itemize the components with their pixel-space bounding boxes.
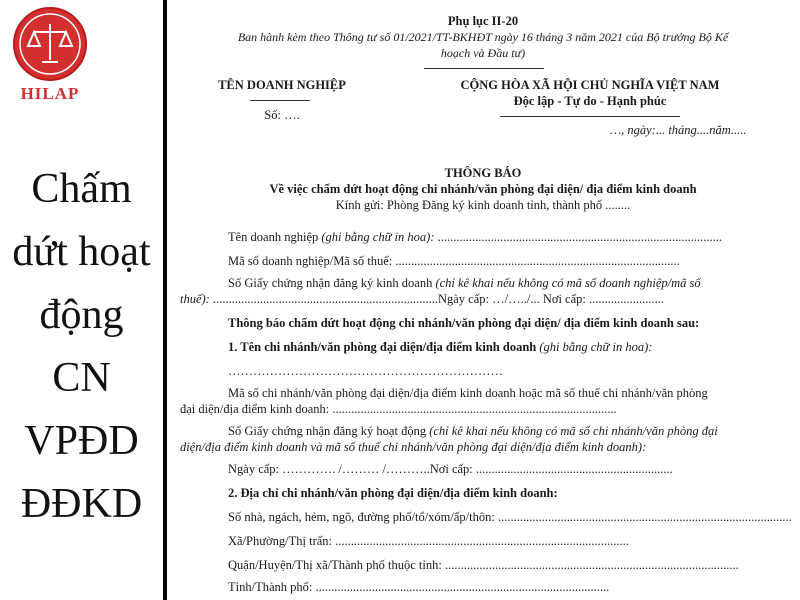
motto: Độc lập - Tự do - Hạnh phúc [513,94,667,108]
notice-subject: Về việc chấm dứt hoạt động chi nhánh/văn phòng đại diện/ địa điểm kinh doanh [269,182,697,196]
field-company-label: Tên doanh nghiệp [228,230,319,244]
issued-by-2: hoạch và Đầu tư) [440,46,526,60]
section-2-street-label: Số nhà, ngách, hẻm, ngõ, đường phố/tổ/xóm/ấp/thôn: [228,510,495,524]
section-1-tax-line2 [180,402,617,417]
section-2-title: 2. Địa chỉ chi nhánh/văn phòng đại diện/địa điểm kinh doanh: [228,486,558,500]
section-2-ward-label: Xã/Phường/Thị trấn: [228,534,332,548]
section-2-province-label: Tỉnh/Thành phố: [228,580,313,594]
sidebar [0,0,163,600]
field-tax-label: Mã số doanh nghiệp/Mã số thuế: [228,254,393,268]
field-cert [228,276,701,291]
section-2-ward-dots: .............................................................................................. [335,534,629,548]
issued-by: Ban hành kèm theo Thông tư số 01/2021/TT-BKHĐT ngày 16 tháng 3 năm 2021 của Bộ trưởng Bộ Kế [237,30,729,44]
section-1-cert-note2: diện/địa điểm kinh doanh và mã số thuế chi nhánh/văn phòng đại diện/địa điểm kinh doanh): [180,440,647,454]
side-title-line: ĐĐKD [20,481,143,527]
section-1-title-text: 1. Tên chi nhánh/văn phòng đại diện/địa điểm kinh doanh [228,340,537,354]
section-1-note: (ghi bằng chữ in hoa): [539,340,653,354]
section-intro: Thông báo chấm dứt hoạt động chi nhánh/văn phòng đại diện/ địa điểm kinh doanh sau: [228,316,700,330]
vertical-divider [163,0,167,600]
field-company-note: (ghi bằng chữ in hoa): [321,230,435,244]
section-2-ward [228,534,629,549]
document-number: Số: …. [264,108,300,122]
document [170,0,798,600]
notice-title: THÔNG BÁO [444,166,522,180]
republic-heading: CỘNG HÒA XÃ HỘI CHỦ NGHĨA VIỆT NAM [460,78,720,92]
section-1-tax: Mã số chi nhánh/văn phòng đại diện/địa điểm kinh doanh hoặc mã số thuế chi nhánh/văn phòng [228,386,708,400]
section-1-date: Ngày cấp: …………. /……… /………..Nơi cấp: ............................................................... [228,462,673,476]
side-title-line: Chấm [31,166,132,212]
section-1-tax-dots: ........................................................................................... [332,402,617,416]
field-cert-note: (chỉ kê khai nếu không có mã số doanh nghiệp/mã số [435,276,701,290]
appendix-label: Phụ lục II-20 [447,14,519,28]
section-1-cert-note: (chỉ kê khai nếu không có mã số chi nhánh/văn phòng đại [429,424,718,438]
section-1-tax-label: đại diện/địa điểm kinh doanh: [180,402,330,416]
section-1-title [228,340,652,355]
section-1-cert [228,424,718,439]
section-2-province [228,580,609,595]
section-2-street [228,510,792,525]
field-cert-dots: ........................................................................Ngày cấp: …/…../... Nơi cấp: ........................ [212,292,665,306]
brand-text: HILAP [20,84,80,103]
section-2-province-dots: .............................................................................................. [315,580,610,594]
header-rule [424,68,544,69]
date-line: …, ngày:... tháng....năm..... [610,123,747,137]
recipient: Kính gửi: Phòng Đăng ký kinh doanh tỉnh, thành phố ........ [335,198,631,212]
side-title-line: VPĐD [24,418,139,464]
company-name-heading: TÊN DOANH NGHIỆP [218,78,346,92]
motto-rule [500,116,680,117]
side-title-line: động [39,292,124,338]
field-cert-line2 [180,292,664,307]
side-title [0,158,163,536]
section-2-district-label: Quận/Huyện/Thị xã/Thành phố thuộc tỉnh: [228,558,442,572]
field-cert-label: Số Giấy chứng nhận đăng ký kinh doanh [228,276,433,290]
side-title-line: dứt hoạt [12,229,151,275]
section-1-dots: ………………………………………………………… [228,364,503,378]
section-2-district-dots: .............................................................................................. [444,558,739,572]
field-company [228,230,722,245]
section-2-street-dots: .............................................................................................. [497,510,792,524]
field-tax-dots: ........................................................................................... [395,254,680,268]
hilap-logo [6,4,94,104]
field-company-dots: ........................................................................................... [437,230,722,244]
section-2-district [228,558,739,573]
side-title-line: CN [52,355,111,401]
section-1-cert-label: Số Giấy chứng nhận đăng ký hoạt động [228,424,427,438]
company-rule [250,100,310,101]
field-tax [228,254,680,269]
field-cert-note2: thuế): [180,292,210,306]
